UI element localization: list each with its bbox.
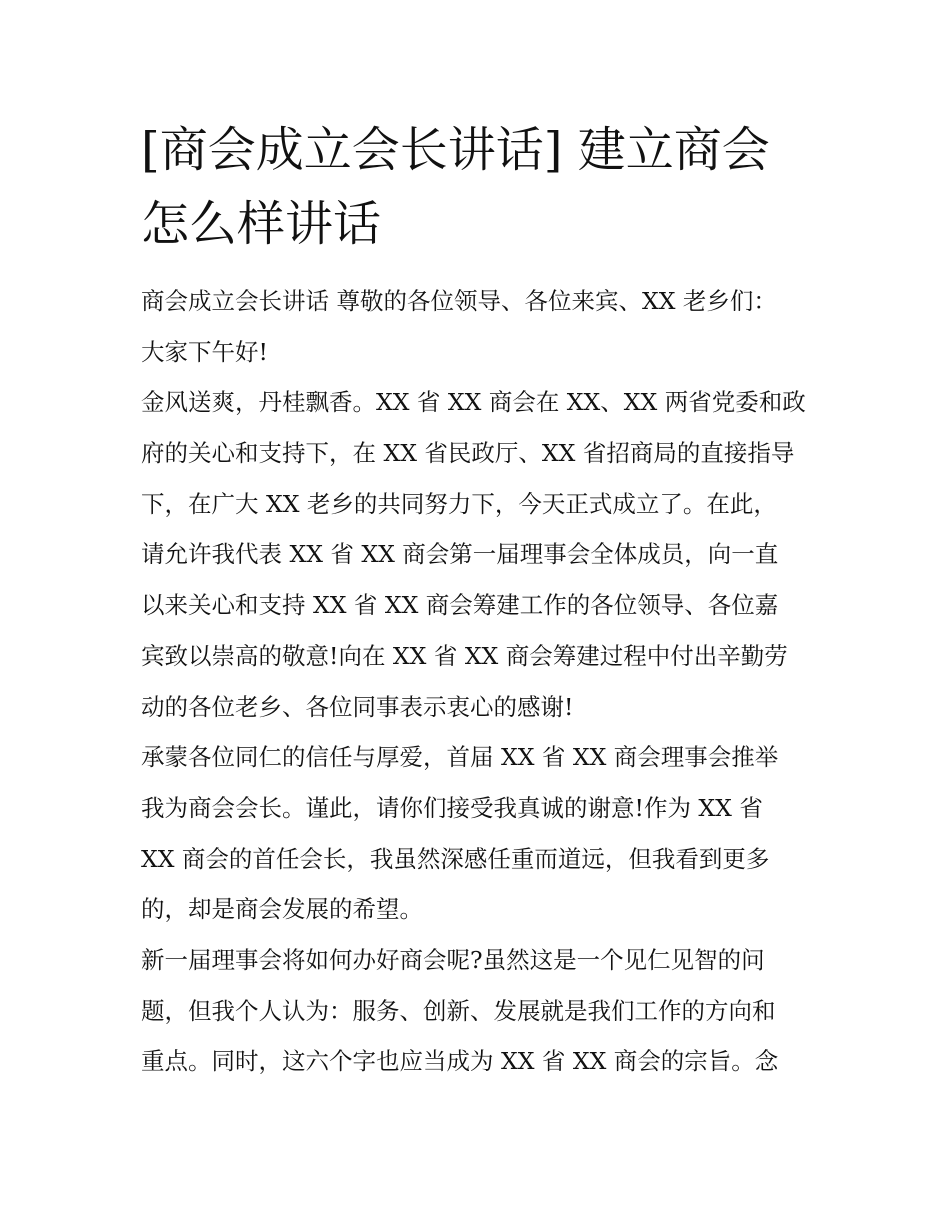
title-line: 怎么样讲话 <box>141 196 382 252</box>
body-line: 重点。同时，这六个字也应当成为 XX 省 XX 商会的宗旨。念 <box>141 1047 779 1076</box>
body-line: 承蒙各位同仁的信任与厚爱，首届 XX 省 XX 商会理事会推举 <box>141 743 779 772</box>
body-line: 大家下午好! <box>141 337 268 366</box>
body-line: 动的各位老乡、各位同事表示衷心的感谢! <box>141 692 574 721</box>
body-line: 宾致以崇高的敬意!向在 XX 省 XX 商会筹建过程中付出辛勤劳 <box>141 641 788 670</box>
body-line: 下，在广大 XX 老乡的共同努力下，今天正式成立了。在此， <box>141 489 777 518</box>
body-line: 商会成立会长讲话 尊敬的各位领导、各位来宾、XX 老乡们： <box>141 287 777 315</box>
body-line: 以来关心和支持 XX 省 XX 商会筹建工作的各位领导、各位嘉 <box>141 591 779 620</box>
body-line: 府的关心和支持下，在 XX 省民政厅、XX 省招商局的直接指导 <box>141 439 795 468</box>
body-line: 我为商会会长。谨此，请你们接受我真诚的谢意!作为 XX 省 <box>141 793 763 822</box>
body-line: 新一届理事会将如何办好商会呢?虽然这是一个见仁见智的问 <box>141 945 765 974</box>
body-line: 题，但我个人认为：服务、创新、发展就是我们工作的方向和 <box>141 996 776 1025</box>
body-line: 金风送爽，丹桂飘香。XX 省 XX 商会在 XX、XX 两省党委和政 <box>141 388 806 417</box>
body-line: 的，却是商会发展的希望。 <box>141 895 423 924</box>
document-body <box>141 276 831 1087</box>
title-line: [商会成立会长讲话] 建立商会 <box>141 122 770 178</box>
document-title <box>141 113 841 261</box>
body-line: 请允许我代表 XX 省 XX 商会第一届理事会全体成员，向一直 <box>141 540 779 569</box>
body-line: XX 商会的首任会长，我虽然深感任重而道远，但我看到更多 <box>141 844 770 873</box>
